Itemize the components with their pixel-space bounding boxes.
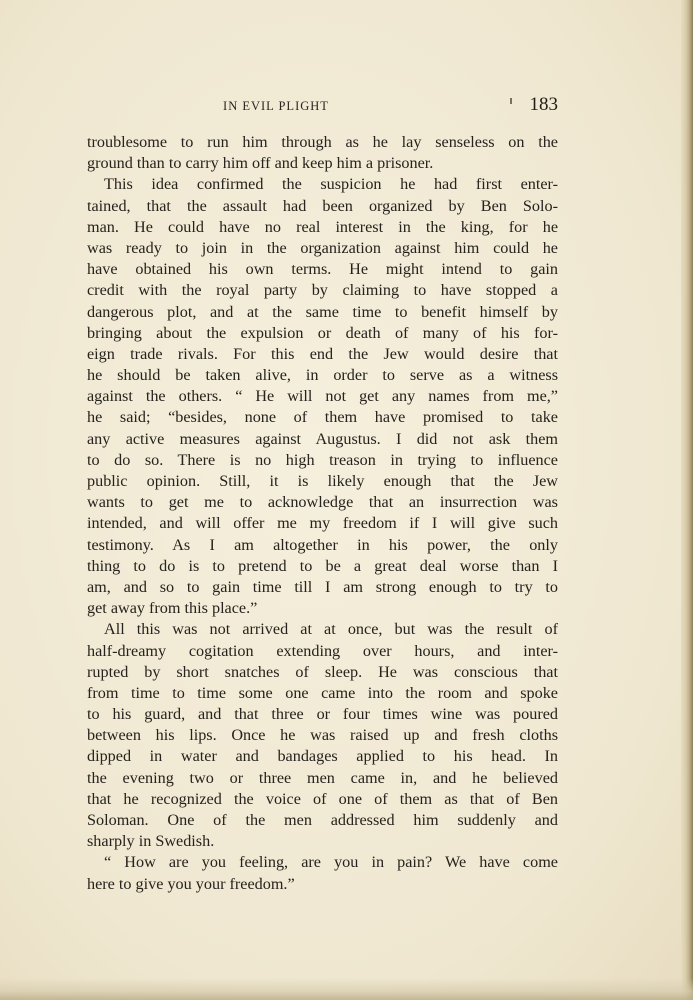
text-line: credit with the royal party by claiming to have stopped a <box>87 281 558 300</box>
text-line: was ready to join in the organization against him could he <box>87 238 558 257</box>
text-line: tained, that the assault had been organized by Ben Solo- <box>87 196 558 215</box>
page-edge-bottom <box>0 978 693 1000</box>
text-line: get away from this place.” <box>87 599 258 618</box>
text-line: the evening two or three men came in, and he believed <box>87 768 558 787</box>
text-line: any active measures against Augustus. I did not ask them <box>87 429 558 448</box>
text-line: thing to do is to pretend to be a great deal worse than I <box>87 556 558 575</box>
text-line: troublesome to run him through as he lay senseless on the <box>87 133 558 151</box>
text-line: sharply in Swedish. <box>87 832 215 851</box>
text-line: he said; “besides, none of them have promised to take <box>87 408 558 427</box>
text-line: man. He could have no real interest in the king, for he <box>87 217 558 236</box>
text-line: to do so. There is no high treason in trying to influence <box>87 450 558 469</box>
text-line: All this was not arrived at at once, but was the result of <box>104 620 558 639</box>
text-line: between his lips. Once he was raised up and fresh cloths <box>87 726 558 745</box>
text-line: “ How are you feeling, are you in pain? We have come <box>104 853 558 872</box>
text-line: intended, and will offer me my freedom if I will give such <box>87 514 558 533</box>
text-line: against the others. “ He will not get any names from me,” <box>87 387 558 406</box>
text-line: This idea confirmed the suspicion he had first enter- <box>104 175 558 194</box>
text-line: rupted by short snatches of sleep. He was conscious that <box>87 662 558 681</box>
text-line: bringing about the expulsion or death of many of his for- <box>87 323 558 342</box>
page-header <box>86 94 558 118</box>
page-edge-right <box>681 0 693 1000</box>
page-number: 183 <box>529 94 558 115</box>
text-line: here to give you your freedom.” <box>87 874 295 893</box>
text-line: Soloman. One of the men addressed him suddenly and <box>87 811 558 829</box>
text-line: am, and so to gain time till I am strong enough to try to <box>87 577 558 596</box>
text-line: he should be taken alive, in order to serve as a witness <box>87 366 558 385</box>
text-line: eign trade rivals. For this end the Jew would desire that <box>87 344 558 363</box>
header-mark <box>510 98 512 104</box>
text-line: to his guard, and that three or four times wine was poured <box>87 705 558 724</box>
text-line: dipped in water and bandages applied to his head. In <box>87 747 558 766</box>
text-line: have obtained his own terms. He might intend to gain <box>87 260 558 279</box>
text-line: testimony. As I am altogether in his power, the only <box>87 535 558 554</box>
text-line: ground than to carry him off and keep him a prisoner. <box>87 154 434 173</box>
text-line: public opinion. Still, it is likely enough that the Jew <box>87 472 558 490</box>
text-line: that he recognized the voice of one of them as that of Ben <box>87 789 558 808</box>
text-line: dangerous plot, and at the same time to benefit himself by <box>87 302 558 321</box>
text-line: wants to get me to acknowledge that an insurrection was <box>87 493 558 512</box>
text-line: from time to time some one came into the room and spoke <box>87 683 558 702</box>
text-line: half-dreamy cogitation extending over hours, and inter- <box>87 641 558 660</box>
running-head: IN EVIL PLIGHT <box>223 99 329 113</box>
body-text <box>87 132 558 895</box>
